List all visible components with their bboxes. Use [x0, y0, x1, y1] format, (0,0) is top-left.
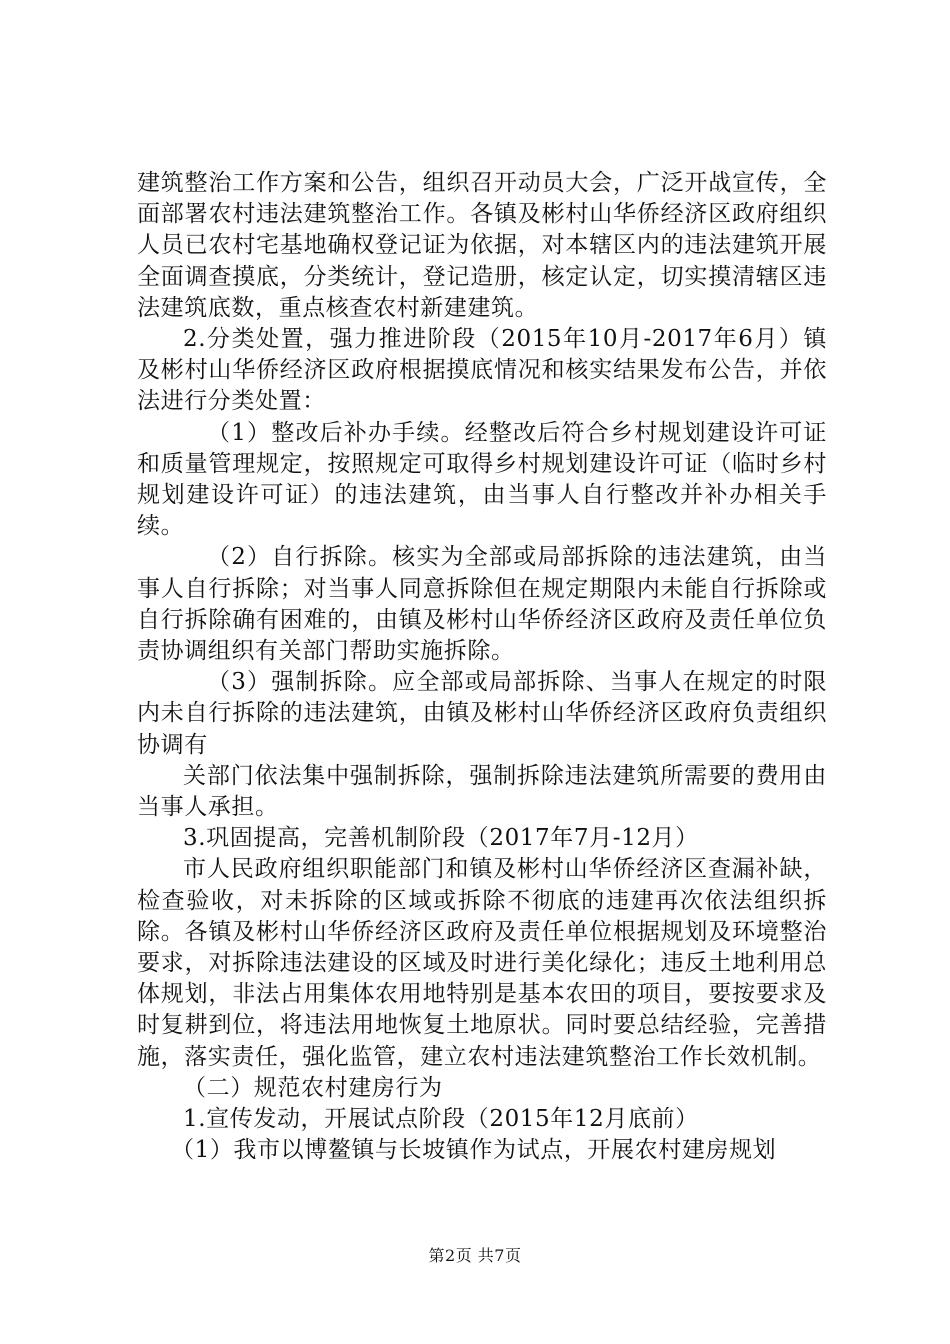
- paragraph-self-demolish: （2）自行拆除。核实为全部或局部拆除的违法建筑，由当事人自行拆除；对当事人同意拆除但在规定期限内未能自行拆除或自行拆除确有困难的，由镇及彬村山华侨经济区政府及责任单位负责协调组织有关部门帮助实施拆除。: [137, 544, 827, 665]
- paragraph-work-plan: 建筑整治工作方案和公告，组织召开动员大会，广泛开战宣传，全面部署农村违法建筑整治工作。各镇及彬村山华侨经济区政府组织人员已农村宅基地确权登记证为依据，对本辖区内的违法建筑开展全面调查摸底，分类统计，登记造册，核定认定，切实摸清辖区违法建筑底数，重点核查农村新建建筑。: [137, 170, 827, 321]
- paragraph-forced-demolish-cont: 关部门依法集中强制拆除，强制拆除违法建筑所需要的费用由当事人承担。: [137, 762, 827, 821]
- paragraph-stage-3: 3.巩固提高，完善机制阶段（2017年7月-12月）: [183, 825, 699, 852]
- paragraph-forced-demolish: （3）强制拆除。应全部或局部拆除、当事人在规定的时限内未自行拆除的违法建筑，由镇及彬村山华侨经济区政府负责组织协调有: [137, 669, 827, 758]
- paragraph-consolidate: 市人民政府组织职能部门和镇及彬村山华侨经济区查漏补缺，检查验收，对未拆除的区域或拆除不彻底的违建再次依法组织拆除。各镇及彬村山华侨经济区政府及责任单位根据规划及环境整治要求，对拆除违法建设的区域及时进行美化绿化；违反土地利用总体规划，非法占用集体农用地特别是基本农田的项目，要按要求及时复耕到位，将违法用地恢复土地原状。同时要总结经验，完善措施，落实责任，强化监管，建立农村违法建筑整治工作长效机制。: [137, 856, 827, 1070]
- paragraph-pilot-stage: 1.宣传发动，开展试点阶段（2015年12月底前）: [183, 1106, 699, 1133]
- paragraph-pilot-towns: （1）我市以博鳌镇与长坡镇作为试点，开展农村建房规划: [171, 1137, 777, 1164]
- page-number-footer: 第2页 共7页: [428, 1246, 522, 1265]
- document-body: [137, 168, 827, 1167]
- paragraph-stage-2: 2.分类处置，强力推进阶段（2015年10月-2017年6月）镇及彬村山华侨经济区政府根据摸底情况和核实结果发布公告，并依法进行分类处置：: [137, 326, 827, 415]
- paragraph-rectify: （1）整改后补办手续。经整改后符合乡村规划建设许可证和质量管理规定，按照规定可取得乡村规划建设许可证（临时乡村规划建设许可证）的违法建筑，由当事人自行整改并补办相关手续。: [137, 419, 827, 540]
- section-heading-regulate: （二）规范农村建房行为: [183, 1074, 443, 1101]
